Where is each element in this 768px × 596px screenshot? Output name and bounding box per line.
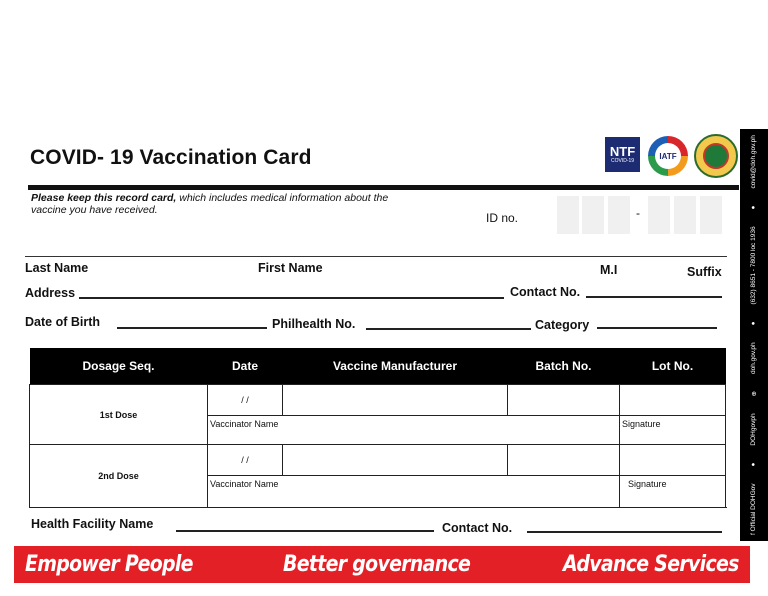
id-box[interactable] — [608, 196, 630, 234]
header-vaccine-manufacturer: Vaccine Manufacturer — [283, 348, 508, 385]
philhealth-field[interactable] — [366, 328, 531, 330]
philhealth-label: Philhealth No. — [272, 317, 356, 331]
id-box[interactable] — [557, 196, 579, 234]
facility-contact-field[interactable] — [527, 531, 722, 533]
banner-advance-services: Advance Services — [563, 552, 739, 577]
section-divider — [25, 256, 727, 257]
doh-seal-logo — [694, 134, 738, 178]
dob-field[interactable] — [117, 327, 267, 329]
category-label: Category — [535, 318, 590, 332]
health-facility-field[interactable] — [176, 530, 434, 532]
category-field[interactable] — [597, 327, 717, 329]
dose-2-batch-field[interactable] — [508, 445, 620, 476]
contact-field[interactable] — [586, 296, 722, 298]
dose-1-signature-field[interactable] — [620, 416, 726, 445]
email-item: covid@doh.gov.ph — [750, 135, 757, 189]
twitter-icon: ● — [750, 462, 757, 467]
dose-2-date-field[interactable]: / / — [208, 445, 283, 476]
facebook-item: f Official DOHGov — [750, 483, 757, 535]
sidebar-contacts — [750, 135, 758, 535]
dose-1-date-field[interactable]: / / — [208, 385, 283, 416]
id-box[interactable] — [700, 196, 722, 234]
mi-label: M.I — [600, 263, 618, 277]
card-title: COVID- 19 Vaccination Card — [30, 146, 312, 169]
notice-text: Please keep this record card, which includes medical information about the vaccine you have received. — [31, 192, 389, 216]
health-facility-label: Health Facility Name — [31, 517, 154, 531]
phone-icon: ● — [750, 321, 757, 326]
banner-empower-people: Empower People — [25, 552, 193, 577]
website-item: doh.gov.ph — [750, 342, 757, 375]
header-dosage-seq: Dosage Seq. — [30, 348, 208, 385]
signature-label: Signature — [622, 419, 661, 429]
header-lot-no: Lot No. — [620, 348, 726, 385]
address-field[interactable] — [79, 297, 504, 299]
contact-label: Contact No. — [510, 285, 581, 299]
contact-sidebar — [740, 129, 768, 541]
first-name-label: First Name — [258, 261, 323, 275]
dose-1-batch-field[interactable] — [508, 385, 620, 416]
twitter-item: DOHgovph — [750, 413, 757, 446]
globe-icon: ⊕ — [751, 391, 758, 397]
address-label: Address — [25, 286, 76, 300]
phone-item: (632) 8651 - 7800 loc 1936 — [750, 226, 757, 305]
dose-2-label: 2nd Dose — [30, 445, 208, 508]
dose-1-vaccinator-field[interactable] — [208, 416, 620, 445]
id-box[interactable] — [674, 196, 696, 234]
ntf-logo: NTF COVID-19 — [605, 137, 640, 172]
dose-2-manufacturer-field[interactable] — [283, 445, 508, 476]
suffix-label: Suffix — [687, 265, 722, 279]
header-batch-no: Batch No. — [508, 348, 620, 385]
vaccinator-label: Vaccinator Name — [210, 419, 279, 429]
dob-label: Date of Birth — [25, 315, 100, 329]
iatf-logo: IATF — [648, 136, 688, 176]
id-separator: - — [636, 206, 640, 220]
dose-1-label: 1st Dose — [30, 385, 208, 445]
signature-label: Signature — [628, 479, 667, 489]
dose-2-lot-field[interactable] — [620, 445, 726, 476]
dose-2-signature-field[interactable] — [620, 476, 726, 508]
dose-1-manufacturer-field[interactable] — [283, 385, 508, 416]
dose-1-lot-field[interactable] — [620, 385, 726, 416]
title-divider — [28, 185, 739, 190]
facility-contact-label: Contact No. — [442, 521, 513, 535]
id-label: ID no. — [486, 211, 519, 225]
id-box[interactable] — [648, 196, 670, 234]
id-box[interactable] — [582, 196, 604, 234]
dose-2-vaccinator-field[interactable] — [208, 476, 620, 508]
header-date: Date — [208, 348, 283, 385]
last-name-label: Last Name — [25, 261, 89, 275]
mail-icon: ● — [750, 205, 757, 210]
dose-table — [29, 348, 726, 508]
banner-better-governance: Better governance — [283, 552, 471, 577]
vaccinator-label: Vaccinator Name — [210, 479, 279, 489]
